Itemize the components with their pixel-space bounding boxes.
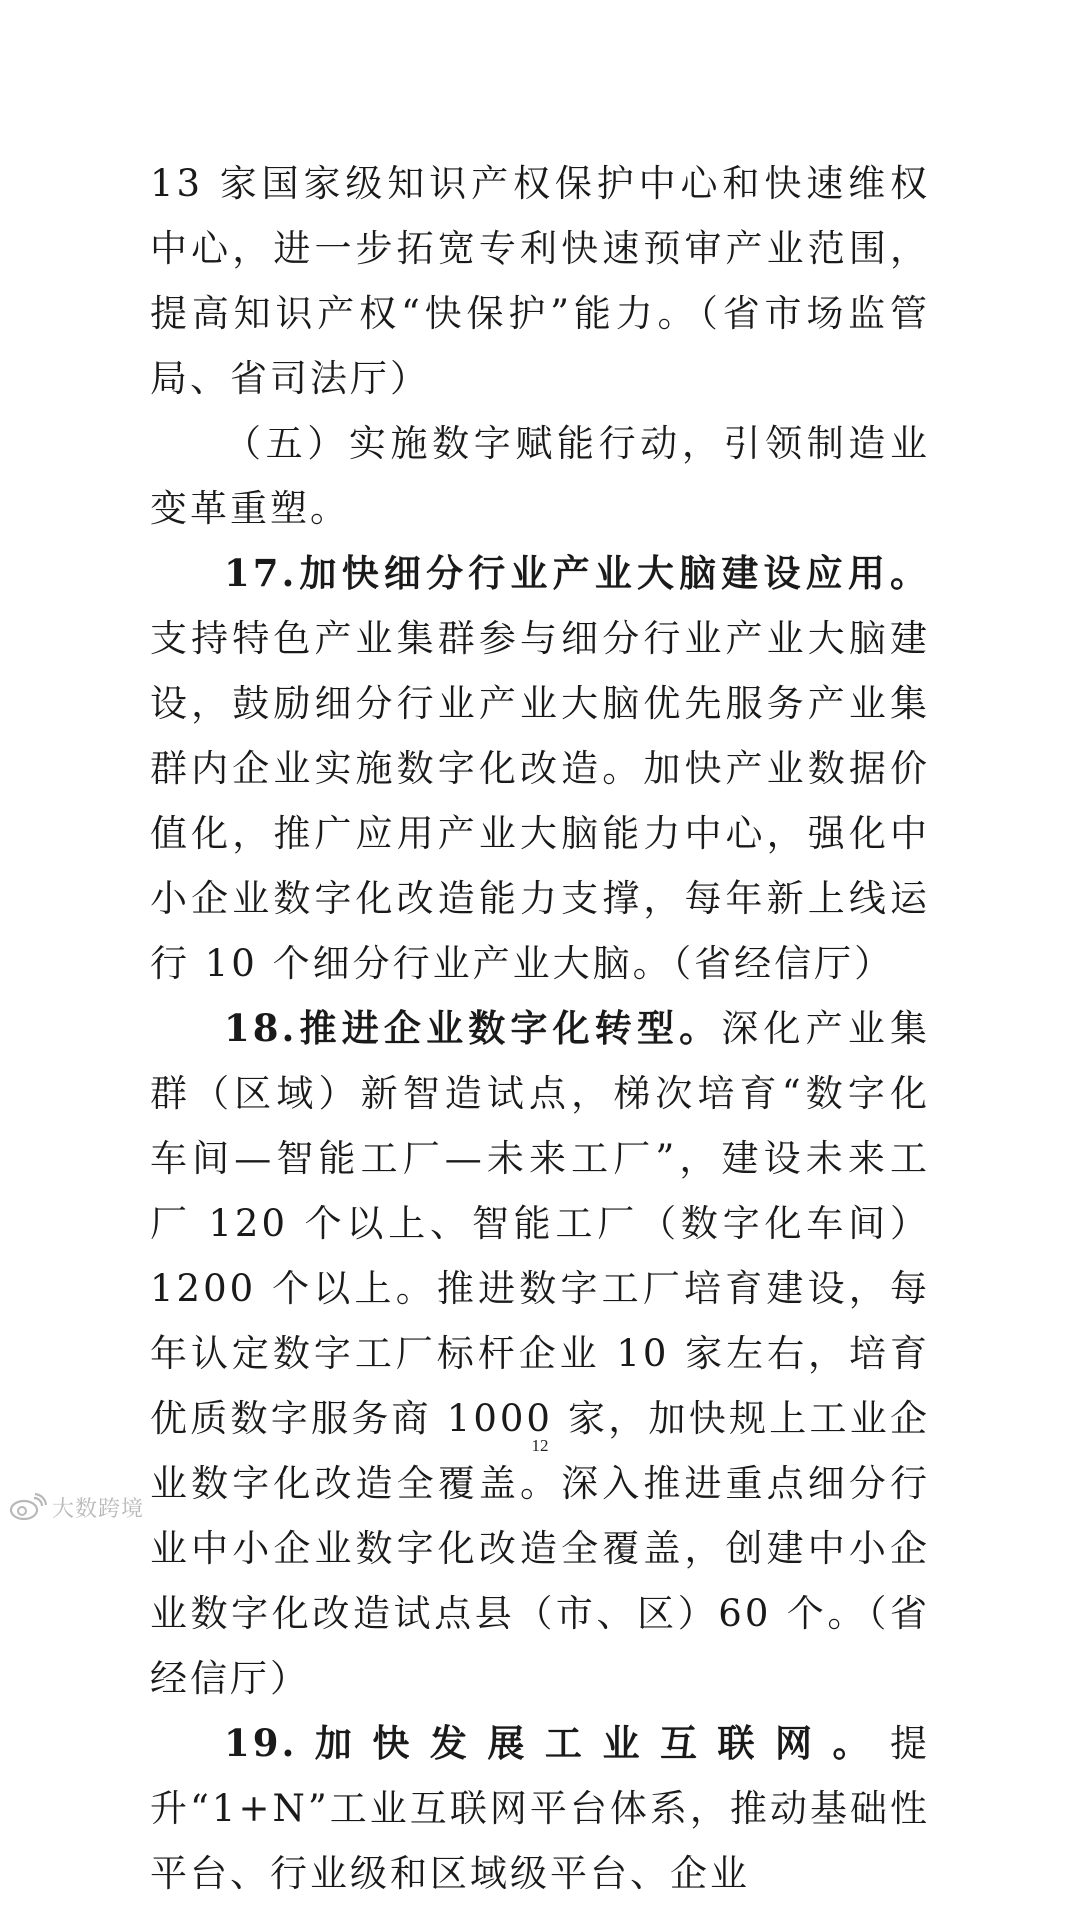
body-text (150, 151, 930, 1906)
item-17-title: 17.加快细分行业产业大脑建设应用。 (224, 551, 930, 595)
item-18 (150, 996, 930, 1711)
item-19-title: 19.加快发展工业互联网。 (224, 1721, 890, 1765)
item-19 (150, 1711, 930, 1906)
weibo-logo-icon (8, 1493, 48, 1521)
item-18-body: 深化产业集群（区域）新智造试点，梯次培育“数字化车间—智能工厂—未来工厂”，建设未来工厂 120 个以上、智能工厂（数字化车间）1200 个以上。推进数字工厂培育建设，每年认定数字工厂标杆企业 10 家左右，培育优质数字服务商 1000 家，加快规上工业企业数字化改造全覆盖。深入推进重点细分行业中小企业数字化改造全覆盖，创建中小企业数字化改造试点县（市、区）60 个。（省经信厅） (150, 1007, 930, 1700)
item-19-body: 提升“1+N”工业互联网平台体系，推动基础性平台、行业级和区域级平台、企业 (150, 1722, 930, 1895)
item-17 (150, 541, 930, 996)
item-17-body: 支持特色产业集群参与细分行业产业大脑建设，鼓励细分行业产业大脑优先服务产业集群内企业实施数字化改造。加快产业数据价值化，推广应用产业大脑能力中心，强化中小企业数字化改造能力支撑，每年新上线运行 10 个细分行业产业大脑。（省经信厅） (150, 617, 930, 985)
watermark-text: 大数跨境 (52, 1496, 145, 1522)
item-18-title: 18.推进企业数字化转型。 (224, 1006, 722, 1050)
watermark (8, 1492, 144, 1522)
page-number: 12 (531, 1436, 549, 1455)
paragraph-continued: 13 家国家级知识产权保护中心和快速维权中心，进一步拓宽专利快速预审产业范围，提高知识产权“快保护”能力。（省市场监管局、省司法厅） (150, 162, 930, 400)
section-heading: （五）实施数字赋能行动，引领制造业变革重塑。 (150, 422, 930, 530)
